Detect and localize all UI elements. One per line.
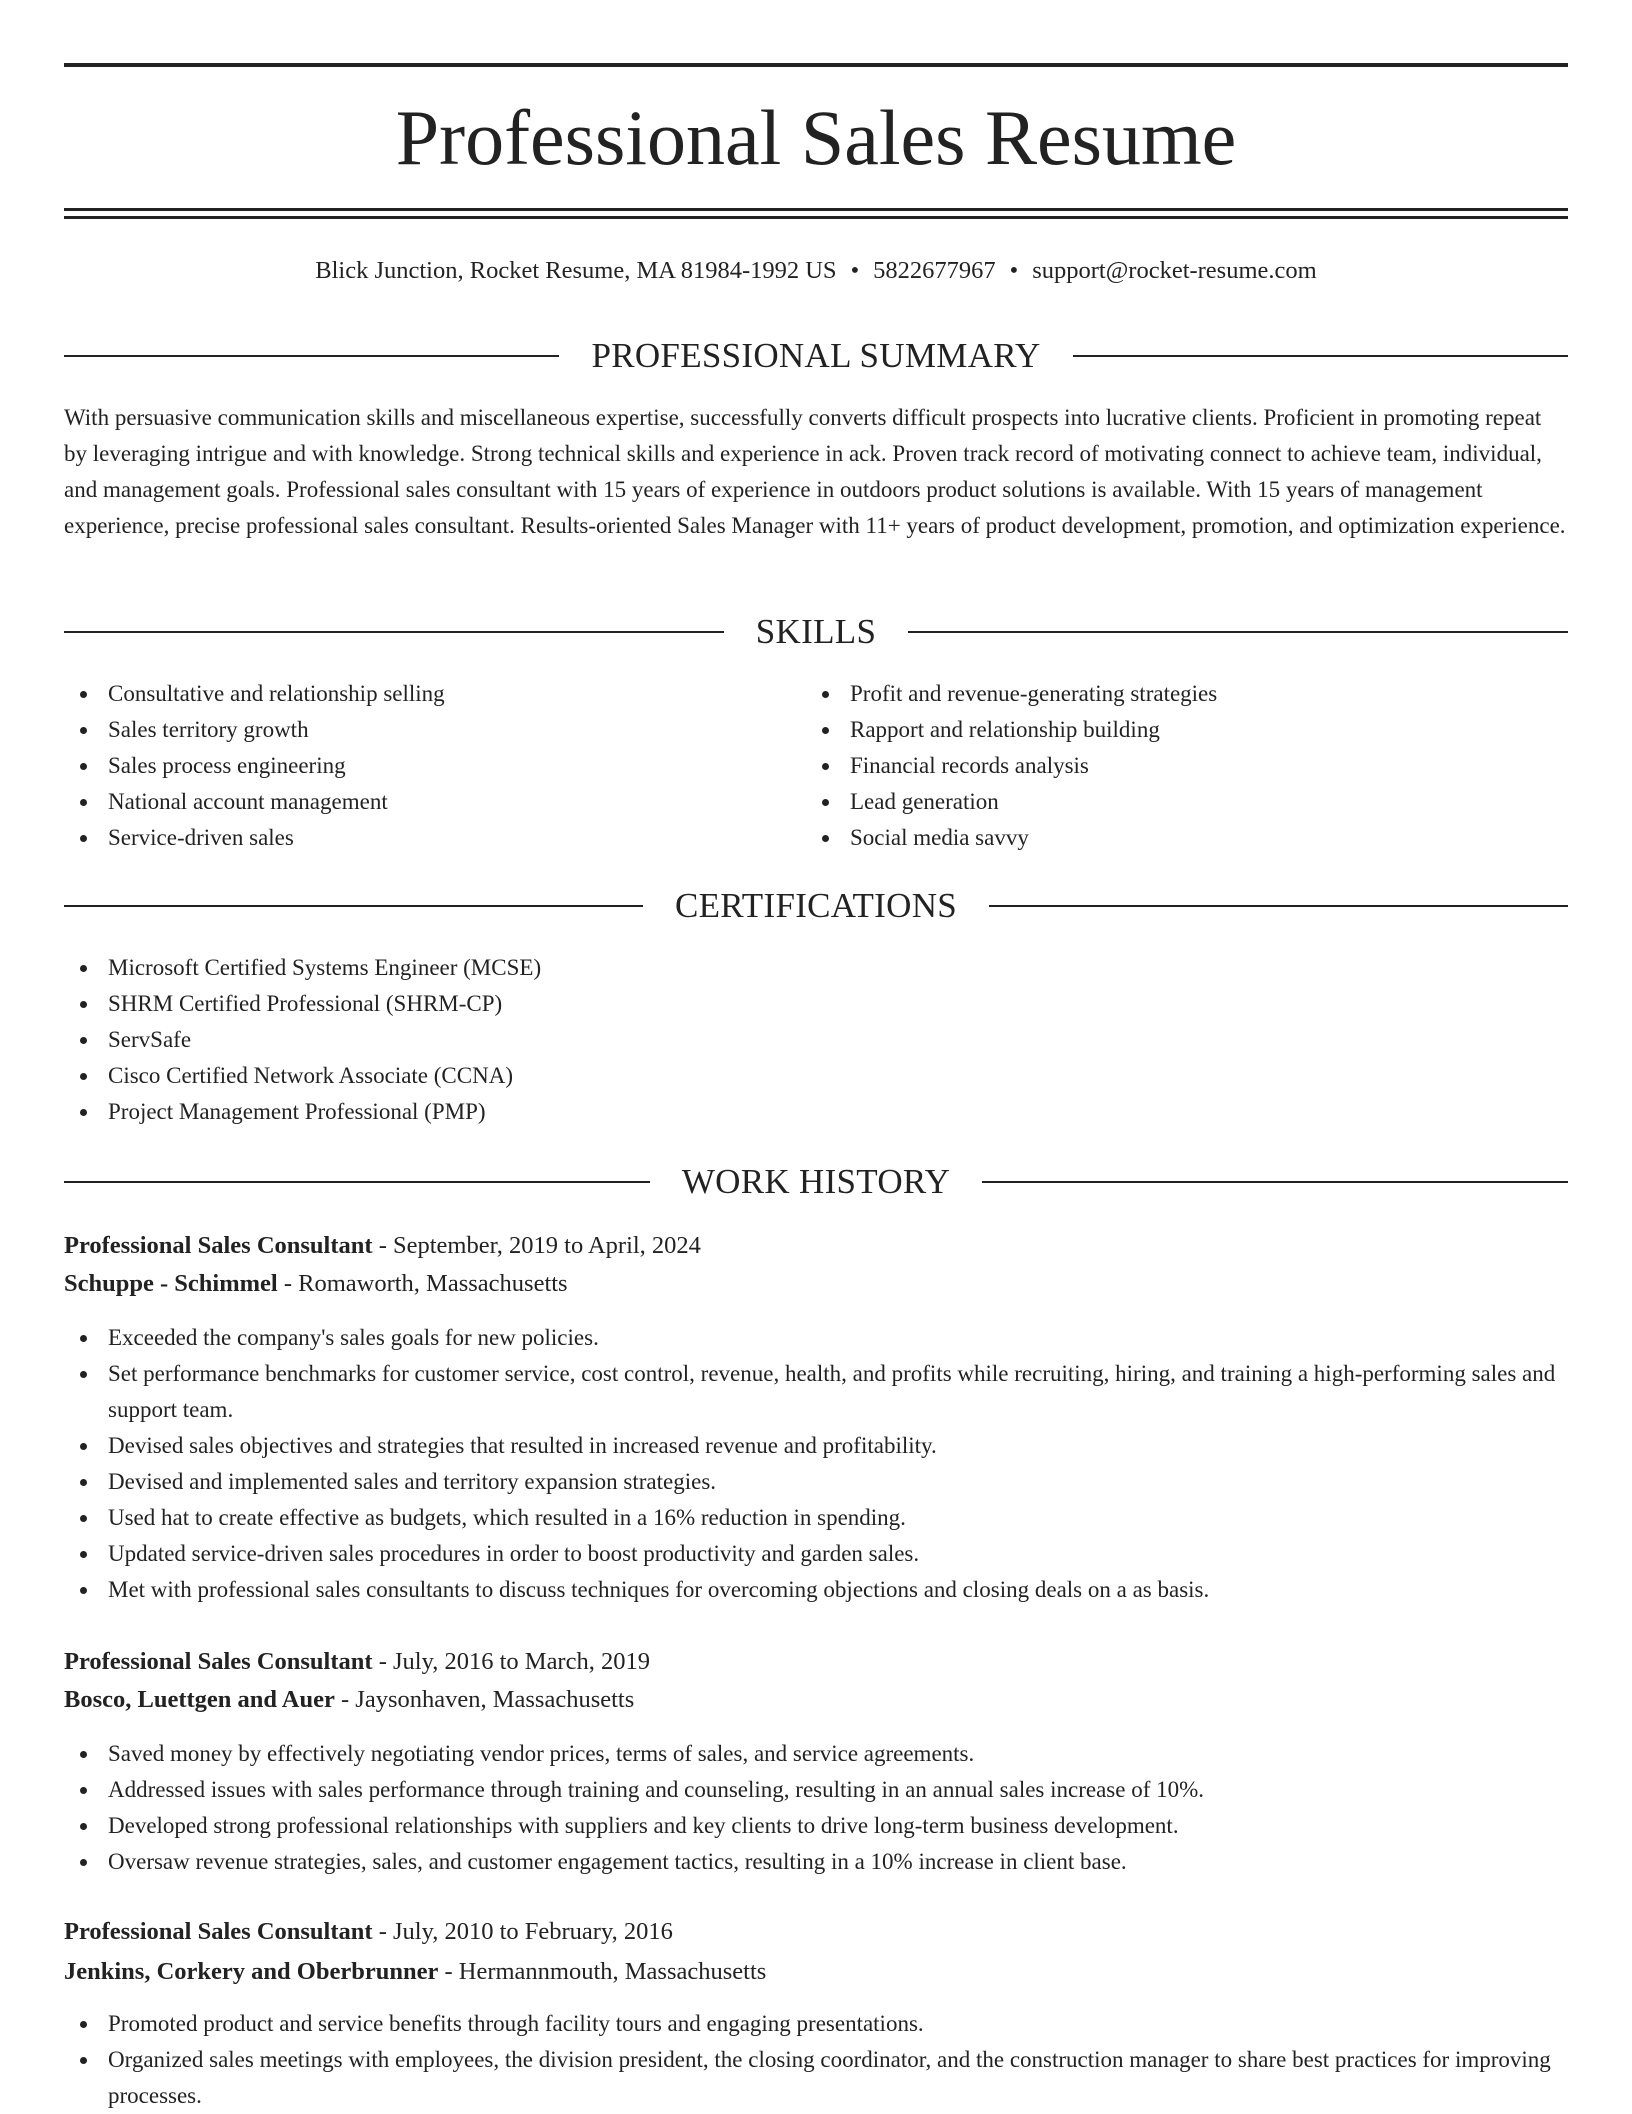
job-1-company-line xyxy=(64,1266,1568,1302)
skills-section-heading xyxy=(64,610,1568,654)
skill-item: Service-driven sales xyxy=(64,820,764,856)
header-top-rule xyxy=(64,63,1568,67)
job-dates: - September, 2019 to April, 2024 xyxy=(372,1232,701,1259)
job-bullet: Developed strong professional relationships with suppliers and key clients to drive long-term business development. xyxy=(64,1808,1568,1844)
job-1-title-line xyxy=(64,1228,1568,1264)
job-dates: - July, 2010 to February, 2016 xyxy=(372,1918,673,1945)
contact-phone: 5822677967 xyxy=(873,257,996,284)
skills-list-right xyxy=(806,676,1506,856)
skill-item: Rapport and relationship building xyxy=(806,712,1506,748)
job-dates: - July, 2016 to March, 2019 xyxy=(372,1648,650,1675)
job-bullet: Addressed issues with sales performance through training and counseling, resulting in an annual sales increase of 10%. xyxy=(64,1772,1568,1808)
job-bullet: Met with professional sales consultants to discuss techniques for overcoming objections and closing deals on a as basis. xyxy=(64,1572,1568,1608)
certifications-list xyxy=(64,950,1568,1130)
job-2-title-line xyxy=(64,1644,1568,1680)
summary-section-heading xyxy=(64,334,1568,378)
certification-item: Project Management Professional (PMP) xyxy=(64,1094,1568,1130)
job-location: - Romaworth, Massachusetts xyxy=(277,1270,568,1297)
job-company: Jenkins, Corkery and Oberbrunner xyxy=(64,1958,439,1985)
job-company: Schuppe - Schimmel xyxy=(64,1270,278,1297)
heading-rule-left xyxy=(64,905,643,907)
header-double-rule-upper xyxy=(64,208,1568,211)
job-1-bullets xyxy=(64,1320,1568,1608)
job-bullet: Oversaw revenue strategies, sales, and customer engagement tactics, resulting in a 10% increase in client base. xyxy=(64,1844,1568,1880)
summary-paragraph: With persuasive communication skills and miscellaneous expertise, successfully converts difficult prospects into lucrative clients. Proficient in promoting repeat by leveraging intrigue and with knowledge. Strong technical skills and experience in ack. Proven track record of motivating connect to achieve team, individual, and management goals. Professional sales consultant with 15 years of experience in outdoors product solutions is available. With 15 years of management experience, precise professional sales consultant. Results-oriented Sales Manager with 11+ years of product development, promotion, and optimization experience. xyxy=(64,405,1566,538)
contact-separator: • xyxy=(1009,257,1019,284)
job-2-company-line xyxy=(64,1682,1568,1718)
skill-item: Sales territory growth xyxy=(64,712,764,748)
heading-rule-right xyxy=(989,905,1568,907)
job-bullet: Promoted product and service benefits through facility tours and engaging presentations. xyxy=(64,2006,1568,2042)
job-bullet: Updated service-driven sales procedures in order to boost productivity and garden sales. xyxy=(64,1536,1568,1572)
skill-item: National account management xyxy=(64,784,764,820)
heading-rule-right xyxy=(1073,355,1568,357)
job-bullet: Devised sales objectives and strategies that resulted in increased revenue and profitability. xyxy=(64,1428,1568,1464)
summary-heading-text: PROFESSIONAL SUMMARY xyxy=(591,336,1041,375)
skill-item: Profit and revenue-generating strategies xyxy=(806,676,1506,712)
job-company: Bosco, Luettgen and Auer xyxy=(64,1686,335,1713)
heading-rule-left xyxy=(64,631,724,633)
contact-line xyxy=(64,254,1568,288)
job-role: Professional Sales Consultant xyxy=(64,1648,373,1675)
contact-address: Blick Junction, Rocket Resume, MA 81984-1992 US xyxy=(315,257,837,284)
heading-rule-right xyxy=(908,631,1568,633)
header-double-rule-lower xyxy=(64,216,1568,219)
work-history-heading-text: WORK HISTORY xyxy=(681,1162,951,1201)
job-bullet: Organized sales meetings with employees, the division president, the closing coordinator, and the construction manager to share best practices for improving processes. xyxy=(64,2042,1568,2114)
job-bullet: Exceeded the company's sales goals for new policies. xyxy=(64,1320,1568,1356)
skill-item: Lead generation xyxy=(806,784,1506,820)
heading-rule-left xyxy=(64,1181,650,1183)
job-role: Professional Sales Consultant xyxy=(64,1232,373,1259)
job-bullet: Set performance benchmarks for customer service, cost control, revenue, health, and profits while recruiting, hiring, and training a high-performing sales and support team. xyxy=(64,1356,1568,1428)
job-location: - Hermannmouth, Massachusetts xyxy=(438,1958,767,1985)
job-role: Professional Sales Consultant xyxy=(64,1918,373,1945)
job-location: - Jaysonhaven, Massachusetts xyxy=(334,1686,635,1713)
certification-item: SHRM Certified Professional (SHRM-CP) xyxy=(64,986,1568,1022)
skill-item: Sales process engineering xyxy=(64,748,764,784)
certification-item: ServSafe xyxy=(64,1022,1568,1058)
skills-list-left xyxy=(64,676,764,856)
job-3-title-line xyxy=(64,1914,1568,1950)
skills-heading-text: SKILLS xyxy=(755,612,877,651)
skill-item: Social media savvy xyxy=(806,820,1506,856)
certifications-heading-text: CERTIFICATIONS xyxy=(674,886,958,925)
resume-title: Professional Sales Resume xyxy=(395,94,1237,181)
job-bullet: Used hat to create effective as budgets, which resulted in a 16% reduction in spending. xyxy=(64,1500,1568,1536)
job-bullet: Saved money by effectively negotiating vendor prices, terms of sales, and service agreements. xyxy=(64,1736,1568,1772)
work-history-section-heading xyxy=(64,1160,1568,1204)
contact-email: support@rocket-resume.com xyxy=(1032,257,1317,284)
job-3-bullets xyxy=(64,2006,1568,2114)
job-bullet: Devised and implemented sales and territory expansion strategies. xyxy=(64,1464,1568,1500)
skill-item: Consultative and relationship selling xyxy=(64,676,764,712)
certification-item: Cisco Certified Network Associate (CCNA) xyxy=(64,1058,1568,1094)
contact-separator: • xyxy=(850,257,860,284)
skill-item: Financial records analysis xyxy=(806,748,1506,784)
certifications-section-heading xyxy=(64,884,1568,928)
job-2-bullets xyxy=(64,1736,1568,1880)
heading-rule-right xyxy=(982,1181,1568,1183)
certification-item: Microsoft Certified Systems Engineer (MCSE) xyxy=(64,950,1568,986)
job-3-company-line xyxy=(64,1954,1568,1990)
heading-rule-left xyxy=(64,355,559,357)
